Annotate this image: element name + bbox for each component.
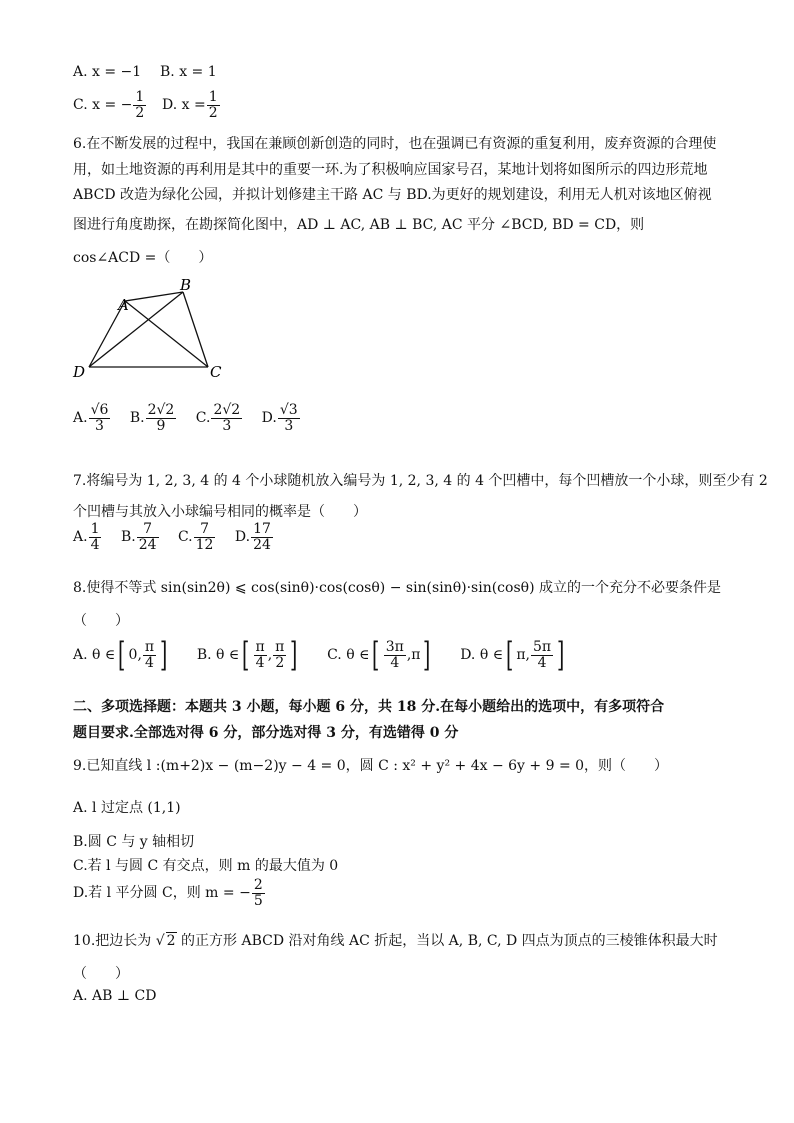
q6-stem-line2: 用，如土地资源的再利用是其中的重要一环.为了积极响应国家号召，某地计划将如图所示的四边形荒地 [73, 162, 708, 178]
vertex-label-b: B [180, 276, 192, 294]
q9-option-d-frac: $\frac{2}{5}$ [253, 877, 263, 909]
q8-option-d: D. θ ∈[ π, $\frac{5\pi}{4}$ ] [460, 635, 565, 675]
q7-option-c: C. $\frac{7}{12}$ [177, 521, 214, 553]
quadrilateral-figure [65, 275, 235, 385]
q5-option-d-label: D. x = [162, 97, 206, 114]
q7-option-b: B. $\frac{7}{24}$ [120, 521, 157, 553]
q10-sqrt-value: 2 [166, 933, 176, 949]
q5-option-d-frac: $\frac{1}{2}$ [208, 89, 218, 121]
q9-stem: 9.已知直线 l :(m+2)x − (m−2)y − 4 = 0，圆 C : x² + y² + 4x − 6y + 9 = 0，则（ ） [73, 758, 669, 774]
q6-options [73, 403, 315, 433]
q8-option-c: C. θ ∈[ $\frac{3\pi}{4}$ ,π] [327, 635, 431, 675]
q6-option-c: C. $\frac{2√2}{3}$ [195, 402, 241, 434]
q5-option-b: B. x = 1 [160, 64, 217, 80]
vertex-label-c: C [210, 363, 222, 381]
q7-stem-line2: 个凹槽与其放入小球编号相同的概率是（ ） [73, 504, 367, 520]
q6-stem-line4: 图进行角度勘探，在勘探简化图中，AD ⊥ AC, AB ⊥ BC, AC 平分 ∠BCD, BD = CD，则 [73, 217, 645, 233]
diagonal-ac [125, 301, 208, 367]
q6-stem-line3: ABCD 改造为绿化公园，并拟计划修建主干路 AC 与 BD.为更好的规划建设，利用无人机对该地区俯视 [73, 187, 712, 203]
q6-option-d: D. $\frac{√3}{3}$ [261, 402, 298, 434]
q8-options [73, 635, 581, 675]
q9-option-c: C.若 l 与圆 C 有交点，则 m 的最大值为 0 [73, 858, 339, 874]
q5-option-c-frac: $\frac{1}{2}$ [135, 89, 145, 121]
q9-option-d [73, 878, 266, 908]
q7-options [73, 522, 288, 552]
vertex-label-d: D [73, 363, 86, 381]
q6-option-b: B. $\frac{2√2}{9}$ [129, 402, 175, 434]
q6-option-a: A. $\frac{√6}{3}$ [73, 402, 109, 434]
q6-stem-line5: cos∠ACD =（ ） [73, 250, 213, 266]
q8-option-b: B. θ ∈[ $\frac{\pi}{4}$ , $\frac{\pi}{2}$ ] [196, 635, 298, 675]
q7-stem-line1: 7.将编号为 1, 2, 3, 4 的 4 个小球随机放入编号为 1, 2, 3, 4 的 4 个凹槽中，每个凹槽放一个小球，则至少有 2 [73, 473, 768, 489]
q5-option-d [162, 90, 221, 120]
q10-option-a: A. AB ⊥ CD [73, 988, 157, 1004]
section2-heading-line2: 题目要求.全部选对得 6 分，部分选对得 3 分，有选错得 0 分 [73, 725, 459, 741]
q7-option-d: D. $\frac{17}{24}$ [234, 521, 271, 553]
q9-option-b: B.圆 C 与 y 轴相切 [73, 834, 195, 850]
q10-stem-line1: 10.把边长为 √ 2 的正方形 ABCD 沿对角线 AC 折起，当以 A, B, C, D 四点为顶点的三棱锥体积最大时 [73, 933, 718, 949]
vertex-label-a: A [118, 296, 129, 314]
q10-stem-line2: （ ） [73, 966, 129, 982]
q9-option-a: A. l 过定点 (1,1) [73, 800, 181, 816]
q6-stem-line1: 6.在不断发展的过程中，我国在兼顾创新创造的同时，也在强调已有资源的重复利用，废弃资源的合理使 [73, 136, 717, 152]
q9-option-d-label: D.若 l 平分圆 C，则 m = − [73, 885, 251, 902]
diagonal-bd [89, 292, 183, 367]
q5-option-c [73, 90, 147, 120]
edge-bc [183, 292, 208, 367]
q7-option-a: A. $\frac{1}{4}$ [73, 521, 100, 553]
q8-stem-line2: （ ） [73, 613, 129, 629]
q8-stem-line1: 8.使得不等式 sin(sin2θ) ⩽ cos(sinθ)·cos(cosθ) − sin(sinθ)·sin(cosθ) 成立的一个充分不必要条件是 [73, 580, 721, 596]
q8-option-a: A. θ ∈[ 0, $\frac{\pi}{4}$ ] [73, 635, 168, 675]
q5-option-a: A. x = −1 [73, 64, 142, 80]
q5-option-c-label: C. x = − [73, 97, 133, 114]
section2-heading-line1: 二、多项选择题：本题共 3 小题，每小题 6 分，共 18 分.在每小题给出的选项中，有多项符合 [73, 699, 665, 715]
